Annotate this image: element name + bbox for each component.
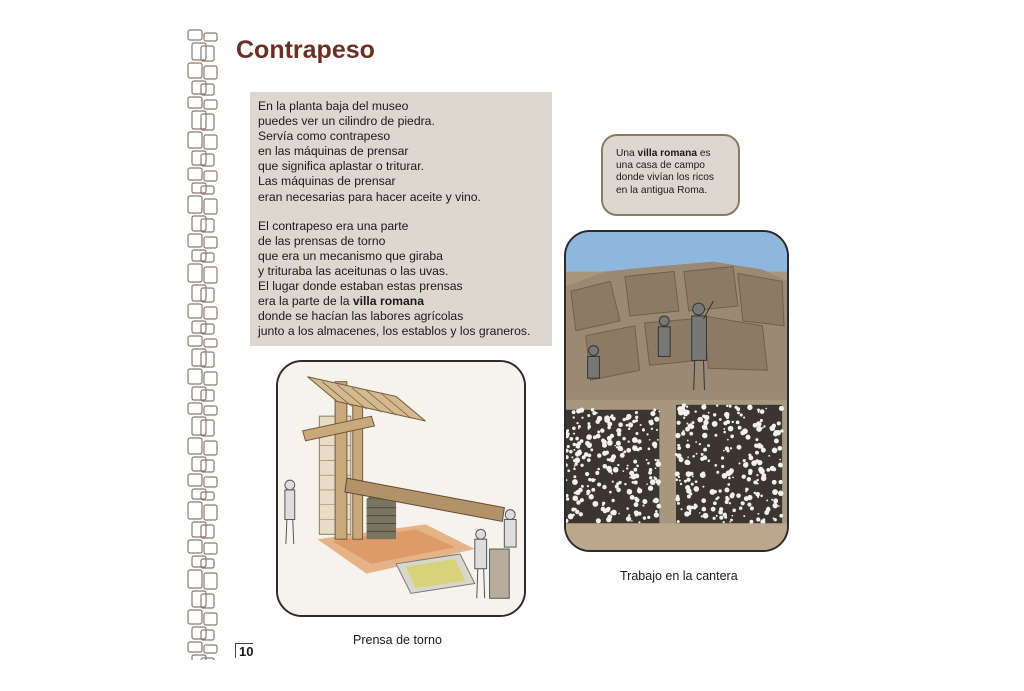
text-line: Las máquinas de prensar (258, 174, 396, 189)
text-line: junto a los almacenes, los establos y los graneros. (258, 324, 531, 339)
text-line: que era un mecanismo que giraba (258, 248, 443, 263)
text-line: Servía como contrapeso (258, 129, 391, 144)
main-text-box (250, 92, 552, 346)
text-line: y trituraba las aceitunas o las uvas. (258, 263, 449, 278)
note-line: en la antigua Roma. (616, 184, 708, 196)
stone-border-decoration (186, 28, 220, 660)
press-illustration (276, 360, 526, 617)
note-line (616, 148, 728, 160)
note-bold-term: villa romana (637, 148, 697, 159)
page-title: Contrapeso (236, 36, 375, 64)
note-line: donde vivían los ricos (616, 172, 714, 184)
text-line: de las prensas de torno (258, 233, 386, 248)
text-fragment: era la parte de la (258, 294, 353, 309)
press-caption: Prensa de torno (353, 633, 442, 647)
text-line: en las máquinas de prensar (258, 144, 409, 159)
note-line: una casa de campo (616, 160, 705, 172)
text-line: donde se hacían las labores agrícolas (258, 309, 464, 324)
note-fragment: Una (616, 148, 638, 159)
note-fragment: es (697, 148, 711, 159)
text-line: que significa aplastar o triturar. (258, 159, 424, 174)
quarry-caption: Trabajo en la cantera (620, 569, 738, 583)
paragraph-1 (258, 99, 544, 205)
bold-term-villa-romana: villa romana (352, 294, 424, 309)
text-line: eran necesarias para hacer aceite y vino. (258, 189, 481, 204)
paragraph-2 (258, 219, 544, 340)
press-drawing (278, 362, 524, 615)
quarry-illustration (564, 230, 789, 552)
text-line: puedes ver un cilindro de piedra. (258, 114, 435, 129)
definition-note (601, 134, 740, 216)
text-line: En la planta baja del museo (258, 99, 409, 113)
text-line-villa (258, 294, 544, 309)
text-line: El contrapeso era una parte (258, 218, 409, 233)
text-line: El lugar donde estaban estas prensas (258, 279, 463, 294)
quarry-drawing (566, 232, 787, 550)
page-number: 10 (235, 643, 253, 658)
